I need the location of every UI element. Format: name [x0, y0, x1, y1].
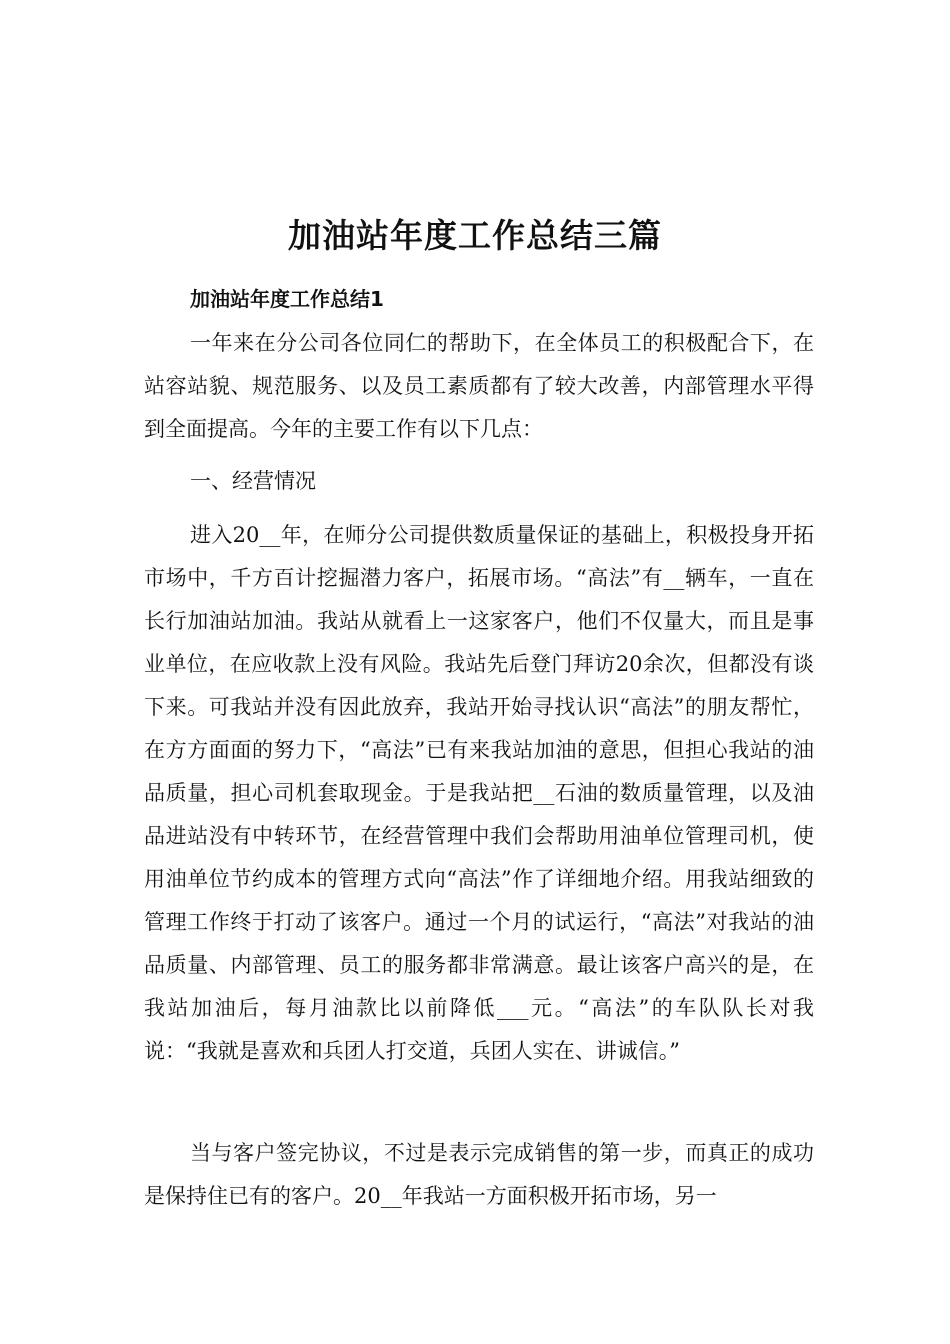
section-heading-business: 一、经营情况: [190, 469, 316, 493]
paragraph-intro: 一年来在分公司各位同仁的帮助下，在全体员工的积极配合下，在站容站貌、规范服务、以及员工素质都有了较大改善，内部管理水平得到全面提高。今年的主要工作有以下几点：: [144, 331, 814, 441]
document-title: 加油站年度工作总结三篇: [288, 216, 662, 255]
document-subtitle: 加油站年度工作总结1: [190, 287, 384, 311]
paragraph-customer-retention: 当与客户签完协议，不过是表示完成销售的第一步，而真正的成功是保持住已有的客户。20__年我站一方面积极开拓市场，另一: [144, 1141, 814, 1208]
paragraph-business-details: 进入20__年，在师分公司提供数质量保证的基础上，积极投身开拓市场中，千方百计挖掘潜力客户，拓展市场。“高法”有__辆车，一直在长行加油站加油。我站从就看上一这家客户，他们不仅量大，而且是事业单位，在应收款上没有风险。我站先后登门拜访20余次，但都没有谈下来。可我站并没有因此放弃，我站开始寻找认识“高法”的朋友帮忙，在方方面面的努力下，“高法”已有来我站加油的意思，但担心我站的油品质量，担心司机套取现金。于是我站把__石油的数质量管理，以及油品进站没有中转环节，在经营管理中我们会帮助用油单位管理司机，使用油单位节约成本的管理方式向“高法”作了详细地介绍。用我站细致的管理工作终于打动了该客户。通过一个月的试运行，“高法”对我站的油品质量、内部管理、员工的服务都非常满意。最让该客户高兴的是，在我站加油后，每月油款比以前降低___元。“高法”的车队队长对我说：“我就是喜欢和兵团人打交道，兵团人实在、讲诚信。”: [144, 523, 814, 1063]
